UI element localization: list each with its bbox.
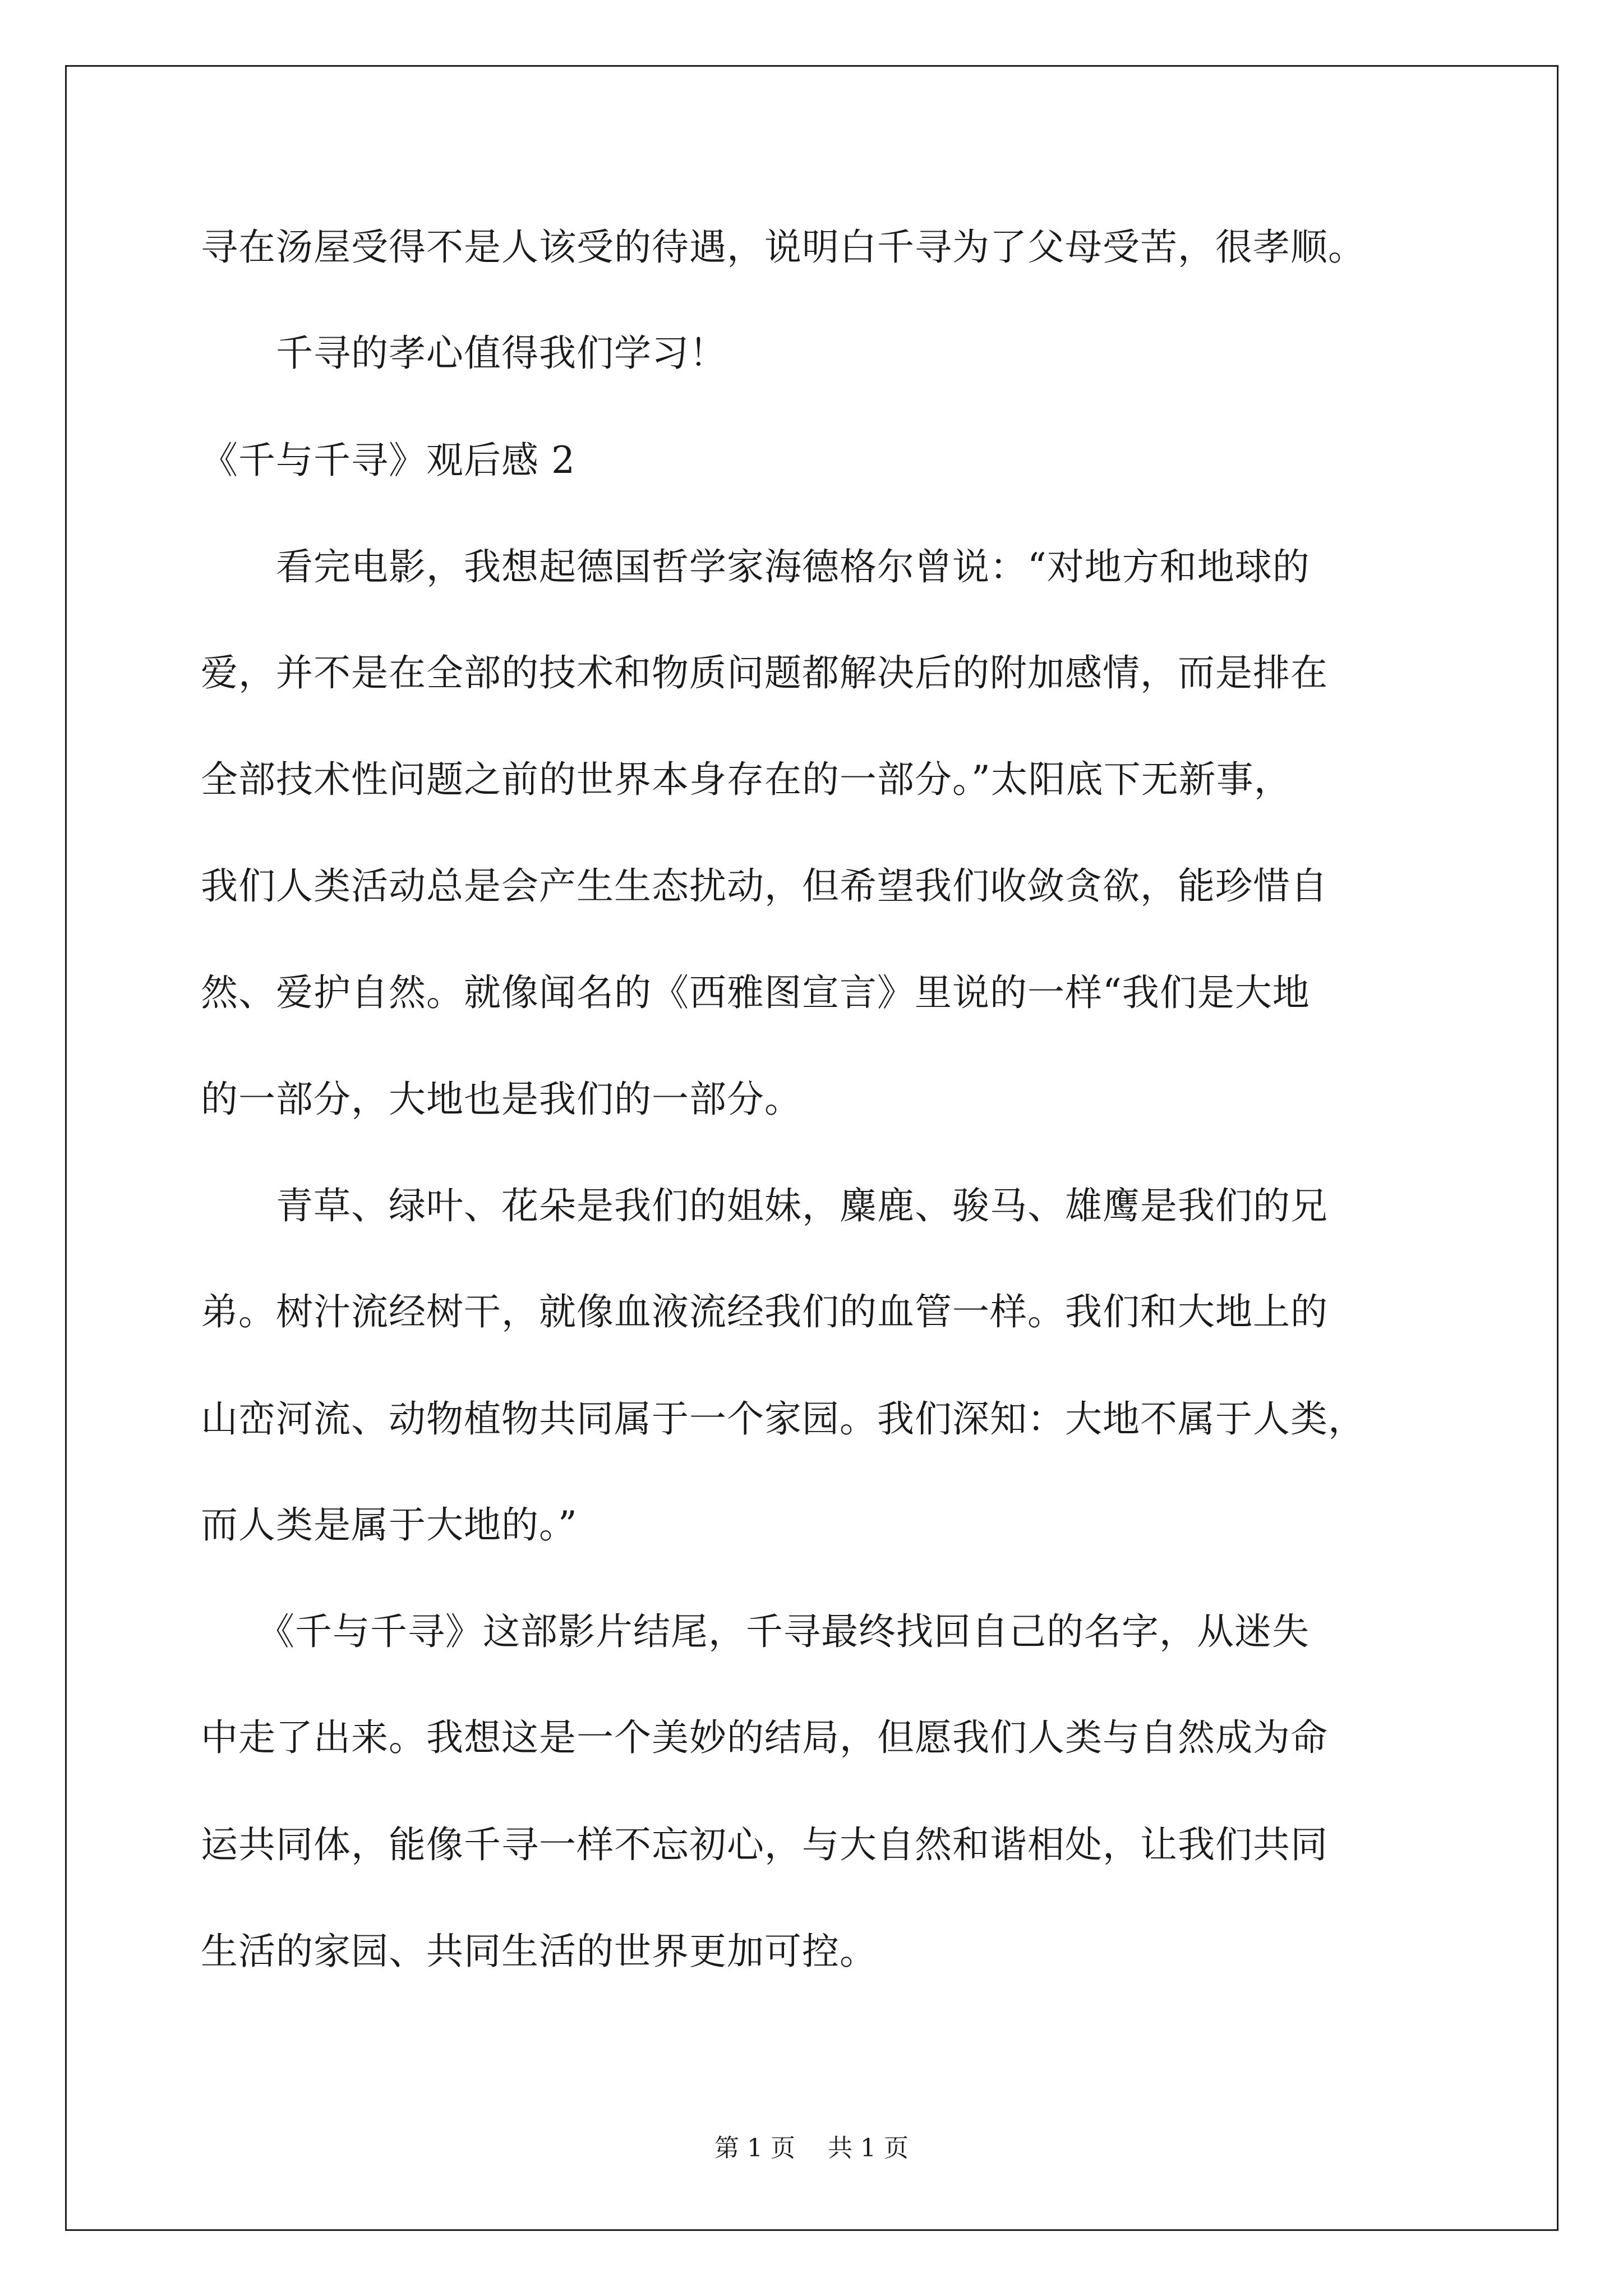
text-line: 爱，并不是在全部的技术和物质问题都解决后的附加感情，而是排在 [201,651,1328,694]
text-line: 弟。树汁流经树干，就像血液流经我们的血管一样。我们和大地上的 [201,1290,1328,1333]
text-line: 而人类是属于大地的。” [201,1503,578,1547]
text-line: 山峦河流、动物植物共同属于一个家园。我们深知：大地不属于人类， [201,1397,1366,1441]
text-line: 寻在汤屋受得不是人该受的待遇，说明白千寻为了父母受苦，很孝顺。 [201,226,1366,269]
text-line: 全部技术性问题之前的世界本身存在的一部分。”太阳底下无新事， [201,758,1292,801]
text-line: 然、爱护自然。就像闻名的《西雅图宣言》里说的一样“我们是大地 [201,971,1310,1014]
text-line: 中走了出来。我想这是一个美妙的结局，但愿我们人类与自然成为命 [201,1716,1328,1759]
text-line: 《千与千寻》这部影片结尾，千寻最终找回自己的名字，从迷失 [201,1610,1310,1653]
text-line: 我们人类活动总是会产生生态扰动，但希望我们收敛贪欲，能珍惜自 [201,864,1328,908]
text-line: 青草、绿叶、花朵是我们的姐妹，麋鹿、骏马、雄鹰是我们的兄 [201,1184,1328,1227]
page-border [65,65,1559,2231]
text-line: 运共同体，能像千寻一样不忘初心，与大自然和谐相处，让我们共同 [201,1823,1328,1866]
text-line: 的一部分，大地也是我们的一部分。 [201,1078,802,1121]
text-line: 千寻的孝心值得我们学习！ [201,332,727,375]
text-line: 看完电影，我想起德国哲学家海德格尔曾说：“对地方和地球的 [201,545,1310,588]
page-number: 第 1 页 共 1 页 [714,2134,909,2162]
text-line: 生活的家园、共同生活的世界更加可控。 [201,1930,877,1973]
section-heading: 《千与千寻》观后感 2 [201,439,575,482]
